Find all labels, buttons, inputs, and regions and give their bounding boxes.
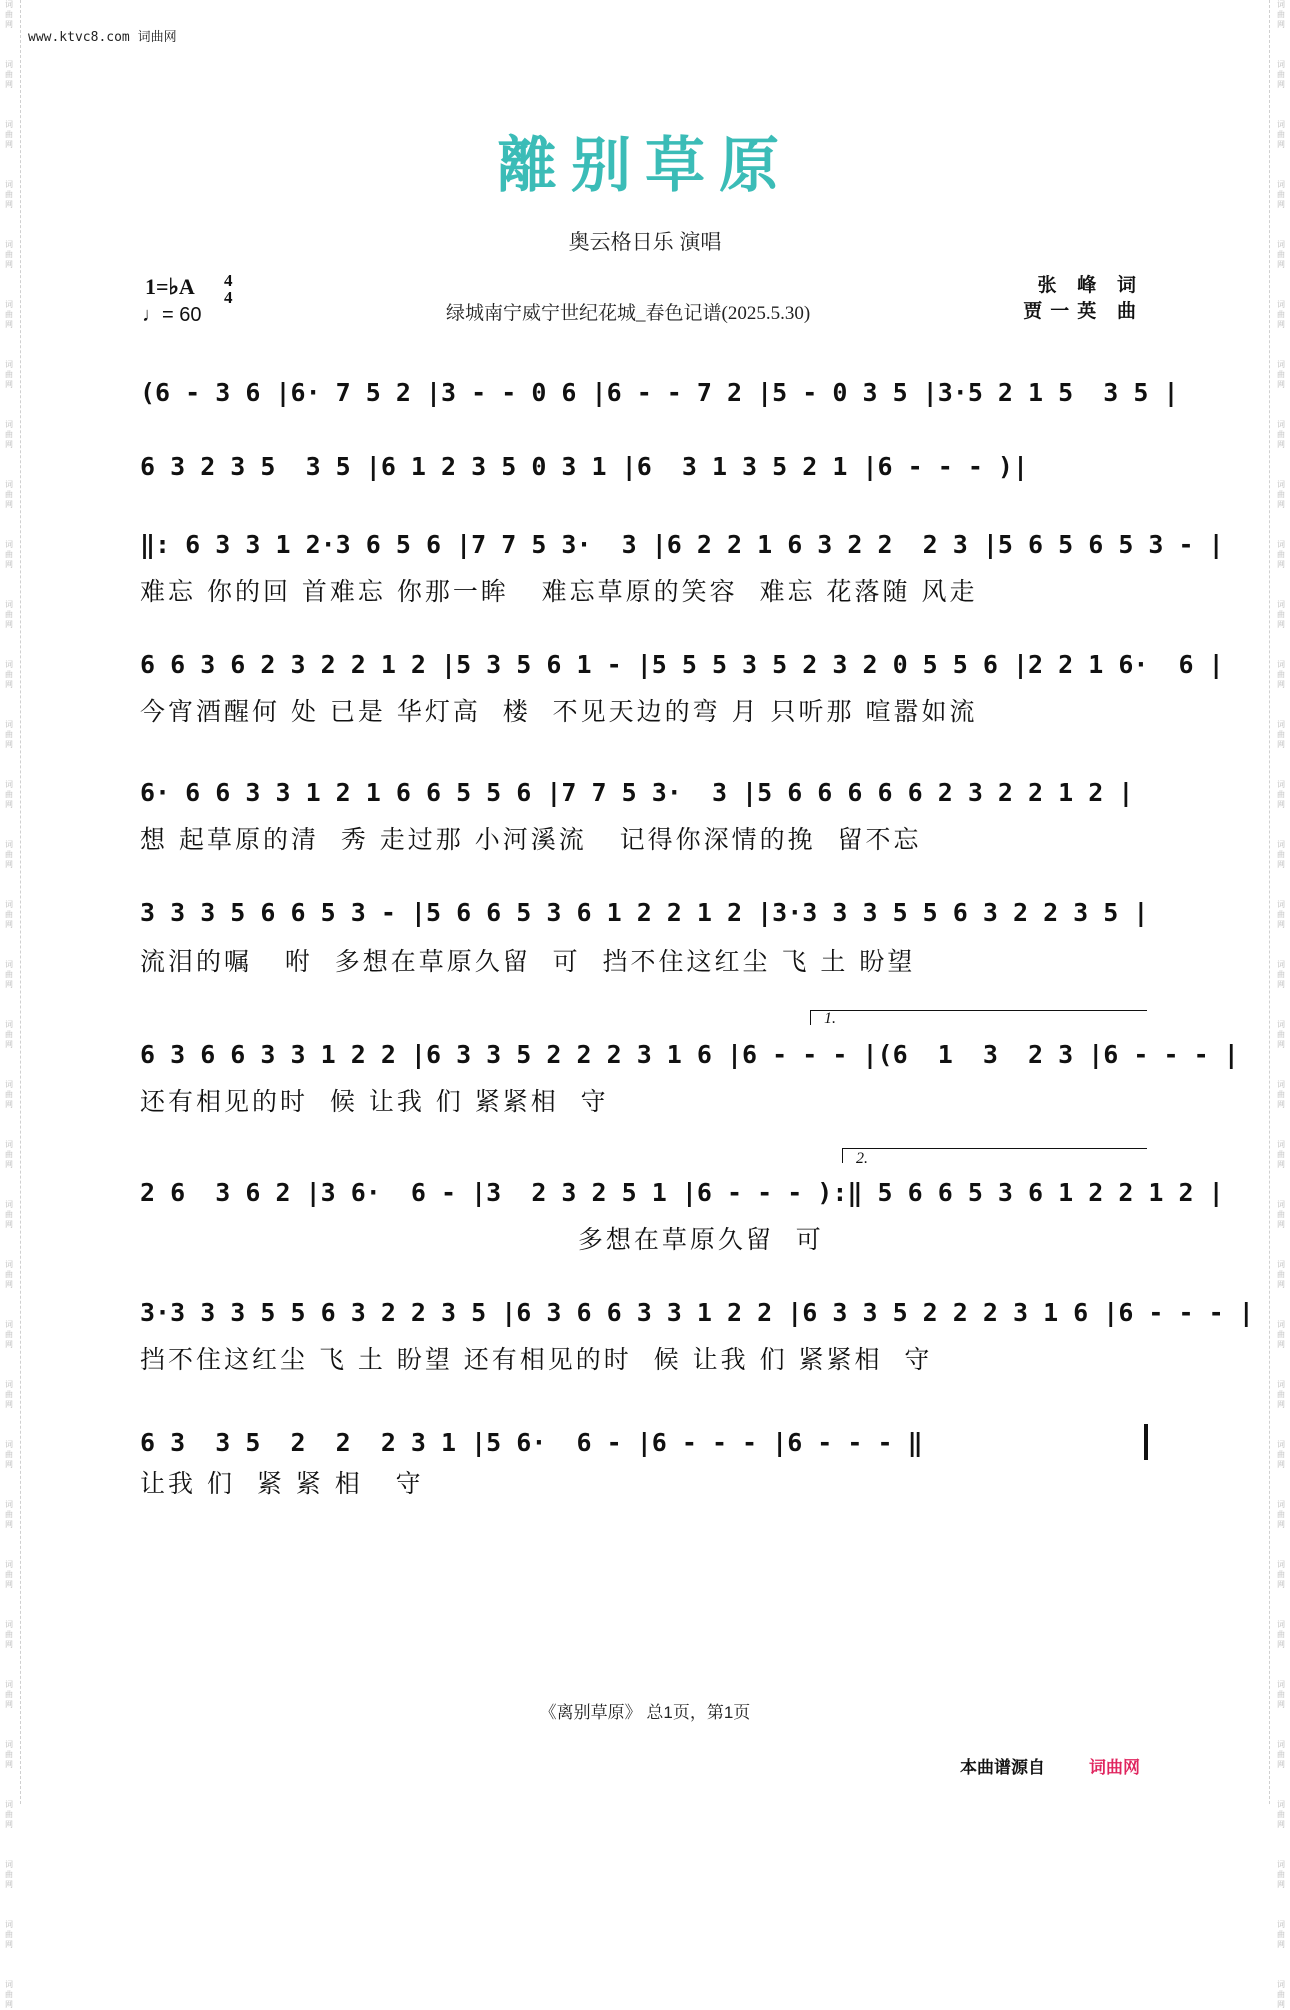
final-barline xyxy=(1144,1424,1148,1460)
lyrics-line: 想 起草原的清 秀 走过那 小河溪流 记得你深情的挽 留不忘 xyxy=(140,825,922,854)
side-watermark-text: 词曲网 xyxy=(5,240,13,269)
side-watermark-text: 词曲网 xyxy=(5,1260,13,1289)
side-watermark-text: 词曲网 xyxy=(5,1740,13,1769)
side-watermark-text: 词曲网 xyxy=(5,1680,13,1709)
side-watermark-text: 词曲网 xyxy=(1277,1140,1285,1169)
side-watermark-text: 词曲网 xyxy=(5,120,13,149)
side-watermark-text: 词曲网 xyxy=(1277,1680,1285,1709)
side-watermark-text: 词曲网 xyxy=(5,480,13,509)
side-watermark-text: 词曲网 xyxy=(5,1560,13,1589)
side-watermark-text: 词曲网 xyxy=(1277,180,1285,209)
side-watermark-text: 词曲网 xyxy=(1277,1380,1285,1409)
side-watermark-text: 词曲网 xyxy=(1277,1740,1285,1769)
side-watermark-text: 词曲网 xyxy=(1277,1920,1285,1949)
brand-site-link[interactable]: 词曲网 xyxy=(1089,1758,1140,1777)
notation-line: (6 - 3 6 |6· 7 5 2 |3 - - 0 6 |6 - - 7 2 |5 - 0 3 5 |3·5 2 1 5 3 5 | xyxy=(140,378,1179,407)
volta-1-label: 1. xyxy=(824,1010,836,1027)
side-watermark-text: 词曲网 xyxy=(1277,1080,1285,1109)
lyrics-line: 还有相见的时 候 让我 们 紧紧相 守 xyxy=(140,1087,609,1116)
composer-credit: 贾一英 曲 xyxy=(1023,301,1144,322)
side-watermark-text: 词曲网 xyxy=(1277,60,1285,89)
song-title: 離别草原 xyxy=(497,131,793,201)
lyrics-line: 今宵酒醒何 处 已是 华灯高 楼 不见天边的弯 月 只听那 喧嚣如流 xyxy=(140,697,978,726)
time-signature xyxy=(224,272,233,306)
side-watermark-text: 词曲网 xyxy=(5,420,13,449)
notation-line: 6 3 6 6 3 3 1 2 2 |6 3 3 5 2 2 2 3 1 6 |6 - - - |(6 1 3 2 3 |6 - - - | xyxy=(140,1040,1239,1069)
time-signature-bottom: 4 xyxy=(224,288,233,307)
right-watermark-strip xyxy=(1274,0,1288,2009)
side-watermark-text: 词曲网 xyxy=(5,1020,13,1049)
side-watermark-text: 词曲网 xyxy=(5,1200,13,1229)
side-watermark-text: 词曲网 xyxy=(5,720,13,749)
site-url[interactable]: www.ktvc8.com 词曲网 xyxy=(28,30,177,45)
side-watermark-text: 词曲网 xyxy=(5,1440,13,1469)
side-watermark-text: 词曲网 xyxy=(1277,360,1285,389)
lyrics-line: 难忘 你的回 首难忘 你那一眸 难忘草原的笑容 难忘 花落随 风走 xyxy=(140,577,978,606)
side-watermark-text: 词曲网 xyxy=(1277,1800,1285,1829)
side-watermark-text: 词曲网 xyxy=(1277,0,1285,29)
side-watermark-text: 词曲网 xyxy=(5,900,13,929)
volta-2-label: 2. xyxy=(856,1150,868,1167)
side-watermark-text: 词曲网 xyxy=(1277,1860,1285,1889)
side-watermark-text: 词曲网 xyxy=(1277,720,1285,749)
side-watermark-text: 词曲网 xyxy=(1277,1440,1285,1469)
side-watermark-text: 词曲网 xyxy=(5,1080,13,1109)
side-watermark-text: 词曲网 xyxy=(1277,780,1285,809)
side-watermark-text: 词曲网 xyxy=(1277,840,1285,869)
notation-line: ‖: 6 3 3 1 2·3 6 5 6 |7 7 5 3· 3 |6 2 2 1 6 3 2 2 2 3 |5 6 5 6 5 3 - | xyxy=(140,530,1224,559)
right-dashed-border xyxy=(1269,0,1270,1804)
side-watermark-text: 词曲网 xyxy=(1277,1560,1285,1589)
side-watermark-text: 词曲网 xyxy=(1277,660,1285,689)
time-signature-top: 4 xyxy=(224,271,233,290)
side-watermark-text: 词曲网 xyxy=(5,1860,13,1889)
lyrics-line: 挡不住这红尘 飞 土 盼望 还有相见的时 候 让我 们 紧紧相 守 xyxy=(140,1345,933,1374)
side-watermark-text: 词曲网 xyxy=(1277,1500,1285,1529)
side-watermark-text: 词曲网 xyxy=(1277,960,1285,989)
side-watermark-text: 词曲网 xyxy=(5,1980,13,2009)
side-watermark-text: 词曲网 xyxy=(5,360,13,389)
lyricist-credit: 张 峰 词 xyxy=(1037,275,1144,296)
notation-line: 3 3 3 5 6 6 5 3 - |5 6 6 5 3 6 1 2 2 1 2 |3·3 3 3 5 5 6 3 2 2 3 5 | xyxy=(140,898,1149,927)
brand-label: 本曲谱源自 xyxy=(960,1758,1045,1777)
left-watermark-strip xyxy=(2,0,16,2009)
lyrics-line: 让我 们 紧 紧 相 守 xyxy=(140,1469,424,1498)
side-watermark-text: 词曲网 xyxy=(5,0,13,29)
transcription-source: 绿城南宁威宁世纪花城_春色记谱(2025.5.30) xyxy=(446,303,811,324)
side-watermark-text: 词曲网 xyxy=(1277,240,1285,269)
side-watermark-text: 词曲网 xyxy=(5,300,13,329)
side-watermark-text: 词曲网 xyxy=(5,540,13,569)
side-watermark-text: 词曲网 xyxy=(5,960,13,989)
side-watermark-text: 词曲网 xyxy=(5,1800,13,1829)
side-watermark-text: 词曲网 xyxy=(5,600,13,629)
side-watermark-text: 词曲网 xyxy=(1277,1020,1285,1049)
notation-line: 6 6 3 6 2 3 2 2 1 2 |5 3 5 6 1 - |5 5 5 3 5 2 3 2 0 5 5 6 |2 2 1 6· 6 | xyxy=(140,650,1224,679)
side-watermark-text: 词曲网 xyxy=(1277,540,1285,569)
key-signature: 1=♭A xyxy=(145,274,195,299)
notation-line: 6· 6 6 3 3 1 2 1 6 6 5 5 6 |7 7 5 3· 3 |5 6 6 6 6 6 2 3 2 2 1 2 | xyxy=(140,778,1134,807)
side-watermark-text: 词曲网 xyxy=(5,660,13,689)
side-watermark-text: 词曲网 xyxy=(5,1920,13,1949)
side-watermark-text: 词曲网 xyxy=(1277,1980,1285,2009)
side-watermark-text: 词曲网 xyxy=(5,1500,13,1529)
volta-1-bracket xyxy=(810,1010,1147,1025)
side-watermark-text: 词曲网 xyxy=(5,1320,13,1349)
page-info: 《离别草原》 总1页，第1页 xyxy=(539,1703,751,1722)
side-watermark-text: 词曲网 xyxy=(1277,420,1285,449)
lyrics-line: 多想在草原久留 可 xyxy=(140,1225,824,1254)
side-watermark-text: 词曲网 xyxy=(1277,300,1285,329)
side-watermark-text: 词曲网 xyxy=(5,60,13,89)
source-brand xyxy=(960,1753,1140,1778)
side-watermark-text: 词曲网 xyxy=(1277,900,1285,929)
side-watermark-text: 词曲网 xyxy=(1277,480,1285,509)
side-watermark-text: 词曲网 xyxy=(5,780,13,809)
lyrics-line: 流泪的嘱 咐 多想在草原久留 可 挡不住这红尘 飞 土 盼望 xyxy=(140,947,916,976)
tempo-marking: ♩= 60 xyxy=(142,304,202,326)
singer-credit: 奥云格日乐 演唱 xyxy=(568,231,722,254)
side-watermark-text: 词曲网 xyxy=(5,840,13,869)
side-watermark-text: 词曲网 xyxy=(1277,600,1285,629)
side-watermark-text: 词曲网 xyxy=(1277,1200,1285,1229)
side-watermark-text: 词曲网 xyxy=(1277,1260,1285,1289)
notation-line: 3·3 3 3 5 5 6 3 2 2 3 5 |6 3 6 6 3 3 1 2 2 |6 3 3 5 2 2 2 3 1 6 |6 - - - | xyxy=(140,1298,1254,1327)
left-dashed-border xyxy=(20,0,21,1804)
side-watermark-text: 词曲网 xyxy=(5,1620,13,1649)
side-watermark-text: 词曲网 xyxy=(1277,1320,1285,1349)
notation-line: 6 3 2 3 5 3 5 |6 1 2 3 5 0 3 1 |6 3 1 3 5 2 1 |6 - - - )| xyxy=(140,452,1029,481)
notation-line: 2 6 3 6 2 |3 6· 6 - |3 2 3 2 5 1 |6 - - - ):‖ 5 6 6 5 3 6 1 2 2 1 2 | xyxy=(140,1178,1224,1207)
side-watermark-text: 词曲网 xyxy=(5,1140,13,1169)
side-watermark-text: 词曲网 xyxy=(1277,120,1285,149)
side-watermark-text: 词曲网 xyxy=(5,180,13,209)
volta-2-bracket xyxy=(842,1148,1147,1163)
side-watermark-text: 词曲网 xyxy=(5,1380,13,1409)
side-watermark-text: 词曲网 xyxy=(1277,1620,1285,1649)
notation-line: 6 3 3 5 2 2 2 3 1 |5 6· 6 - |6 - - - |6 - - - ‖ xyxy=(140,1428,923,1457)
